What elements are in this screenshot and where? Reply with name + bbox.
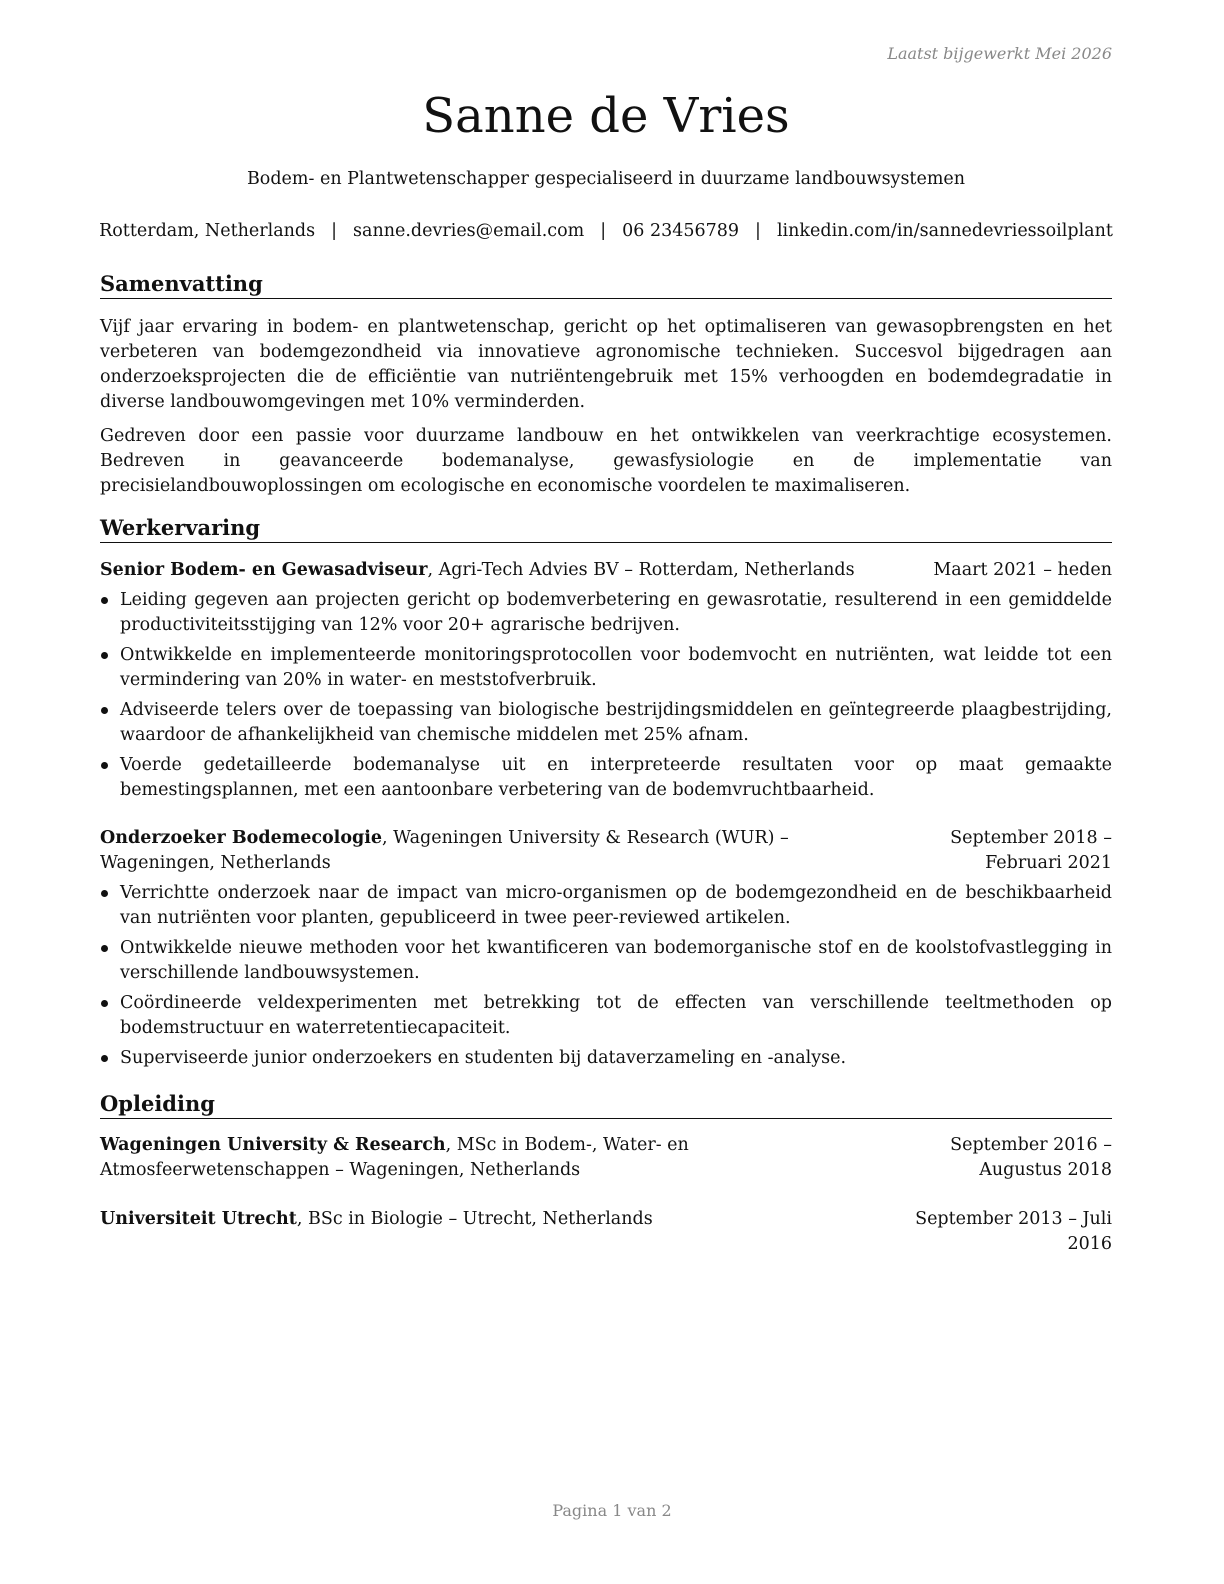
- contact-linkedin[interactable]: linkedin.com/in/sannedevriessoilplant: [776, 221, 1113, 241]
- bullet-icon: [101, 762, 108, 769]
- contact-line: [88, 219, 1124, 243]
- section-heading-summary: Samenvatting: [100, 270, 1112, 299]
- job-dates: Maart 2021 – heden: [933, 560, 1112, 580]
- contact-location: Rotterdam, Netherlands: [99, 221, 316, 241]
- list-item: [100, 588, 1112, 638]
- job-title: Senior Bodem- en Gewasadviseur: [100, 560, 428, 580]
- job-title-line: [100, 558, 921, 583]
- job-dates: September 2018 – Februari 2021: [950, 828, 1112, 873]
- bullet-icon: [101, 890, 108, 897]
- list-item: [100, 643, 1112, 693]
- summary-paragraph-2: Gedreven door een passie voor duurzame landbouw en het ontwikkelen van veerkrachtige ecosystemen. Bedreven in geavanceerde bodemanalyse, gewasfysiologie en de implementatie van precisielandbouwoplossingen om ecologische en economische voordelen te maximaliseren.: [100, 426, 1112, 496]
- job-title-line: [100, 826, 864, 876]
- education-dates: September 2013 – Juli 2016: [915, 1209, 1112, 1254]
- contact-separator: |: [331, 221, 338, 241]
- resume-page: [100, 0, 1112, 1584]
- bullet-text: Verrichtte onderzoek naar de impact van micro-organismen op de bodemgezondheid en de beschikbaarheid van nutriënten voor planten, gepubliceerd in twee peer-reviewed artikelen.: [120, 883, 1112, 928]
- bullet-icon: [101, 707, 108, 714]
- job-bullets: [100, 881, 1112, 1076]
- bullet-icon: [101, 945, 108, 952]
- candidate-name: Sanne de Vries: [422, 88, 790, 144]
- job-employer: , Wageningen University & Research (WUR) – Wageningen, Netherlands: [100, 828, 789, 873]
- page-number: Pagina 1 van 2: [552, 1501, 672, 1520]
- section-heading-experience: Werkervaring: [100, 514, 1112, 543]
- summary-paragraph-1: Vijf jaar ervaring in bodem- en plantwetenschap, gericht op het optimaliseren van gewasopbrengsten en het verbeteren van bodemgezondheid via innovatieve agronomische technieken. Succesvol bijgedragen aan onderzoeksprojecten die de efficiëntie van nutriëntengebruik met 15% verhoogden en bodemdegradatie in diverse landbouwomgevingen met 10% verminderden.: [100, 317, 1112, 412]
- list-item: [100, 698, 1112, 748]
- job-header: [100, 826, 1112, 876]
- bullet-text: Ontwikkelde nieuwe methoden voor het kwantificeren van bodemorganische stof en de koolstofvastlegging in verschillende landbouwsystemen.: [120, 938, 1112, 983]
- list-item: [100, 991, 1112, 1041]
- job-header: [100, 558, 1112, 583]
- education-line: [100, 1133, 890, 1183]
- bullet-text: Leiding gegeven aan projecten gericht op bodemverbetering en gewasrotatie, resulterend in een gemiddelde productiviteitsstijging van 12% voor 20+ agrarische bedrijven.: [120, 590, 1112, 635]
- education-school: Wageningen University & Research: [100, 1135, 446, 1155]
- education-line: [100, 1207, 868, 1232]
- bullet-text: Superviseerde junior onderzoekers en studenten bij dataverzameling en -analyse.: [120, 1048, 847, 1068]
- education-school: Universiteit Utrecht: [100, 1209, 297, 1229]
- tagline: Bodem- en Plantwetenschapper gespecialiseerd in duurzame landbouwsystemen: [246, 169, 966, 189]
- education-entry: [100, 1133, 1112, 1183]
- bullet-text: Adviseerde telers over de toepassing van biologische bestrijdingsmiddelen en geïntegreerde plaagbestrijding, waardoor de afhankelijkheid van chemische middelen met 25% afnam.: [120, 700, 1112, 745]
- bullet-icon: [101, 1000, 108, 1007]
- list-item: [100, 936, 1112, 986]
- contact-phone: 06 23456789: [622, 221, 740, 241]
- education-degree: , BSc in Biologie – Utrecht, Netherlands: [296, 1209, 653, 1229]
- bullet-text: Ontwikkelde en implementeerde monitoringsprotocollen voor bodemvocht en nutriënten, wat leidde tot een vermindering van 20% in water- en meststofverbruik.: [120, 645, 1112, 690]
- bullet-icon: [101, 597, 108, 604]
- education-degree: , MSc in Bodem-, Water- en Atmosfeerwetenschappen – Wageningen, Netherlands: [100, 1135, 689, 1180]
- education-dates: September 2016 – Augustus 2018: [950, 1135, 1112, 1180]
- bullet-icon: [101, 652, 108, 659]
- job-bullets: [100, 588, 1112, 808]
- job-employer: , Agri-Tech Advies BV – Rotterdam, Netherlands: [427, 560, 855, 580]
- bullet-icon: [101, 1055, 108, 1062]
- list-item: [100, 1046, 1112, 1071]
- last-updated: Laatst bijgewerkt Mei 2026: [887, 44, 1112, 63]
- bullet-text: Coördineerde veldexperimenten met betrekking tot de effecten van verschillende teeltmethoden op bodemstructuur en waterretentiecapaciteit.: [120, 993, 1112, 1038]
- list-item: [100, 881, 1112, 931]
- contact-email[interactable]: sanne.devries@email.com: [353, 221, 585, 241]
- section-heading-education: Opleiding: [100, 1090, 1112, 1119]
- list-item: [100, 753, 1112, 803]
- education-entry: [100, 1207, 1112, 1257]
- contact-separator: |: [600, 221, 607, 241]
- job-title: Onderzoeker Bodemecologie: [100, 828, 383, 848]
- bullet-text: Voerde gedetailleerde bodemanalyse uit en interpreteerde resultaten voor op maat gemaakte bemestingsplannen, met een aantoonbare verbetering van de bodemvruchtbaarheid.: [120, 755, 1112, 800]
- contact-separator: |: [755, 221, 761, 241]
